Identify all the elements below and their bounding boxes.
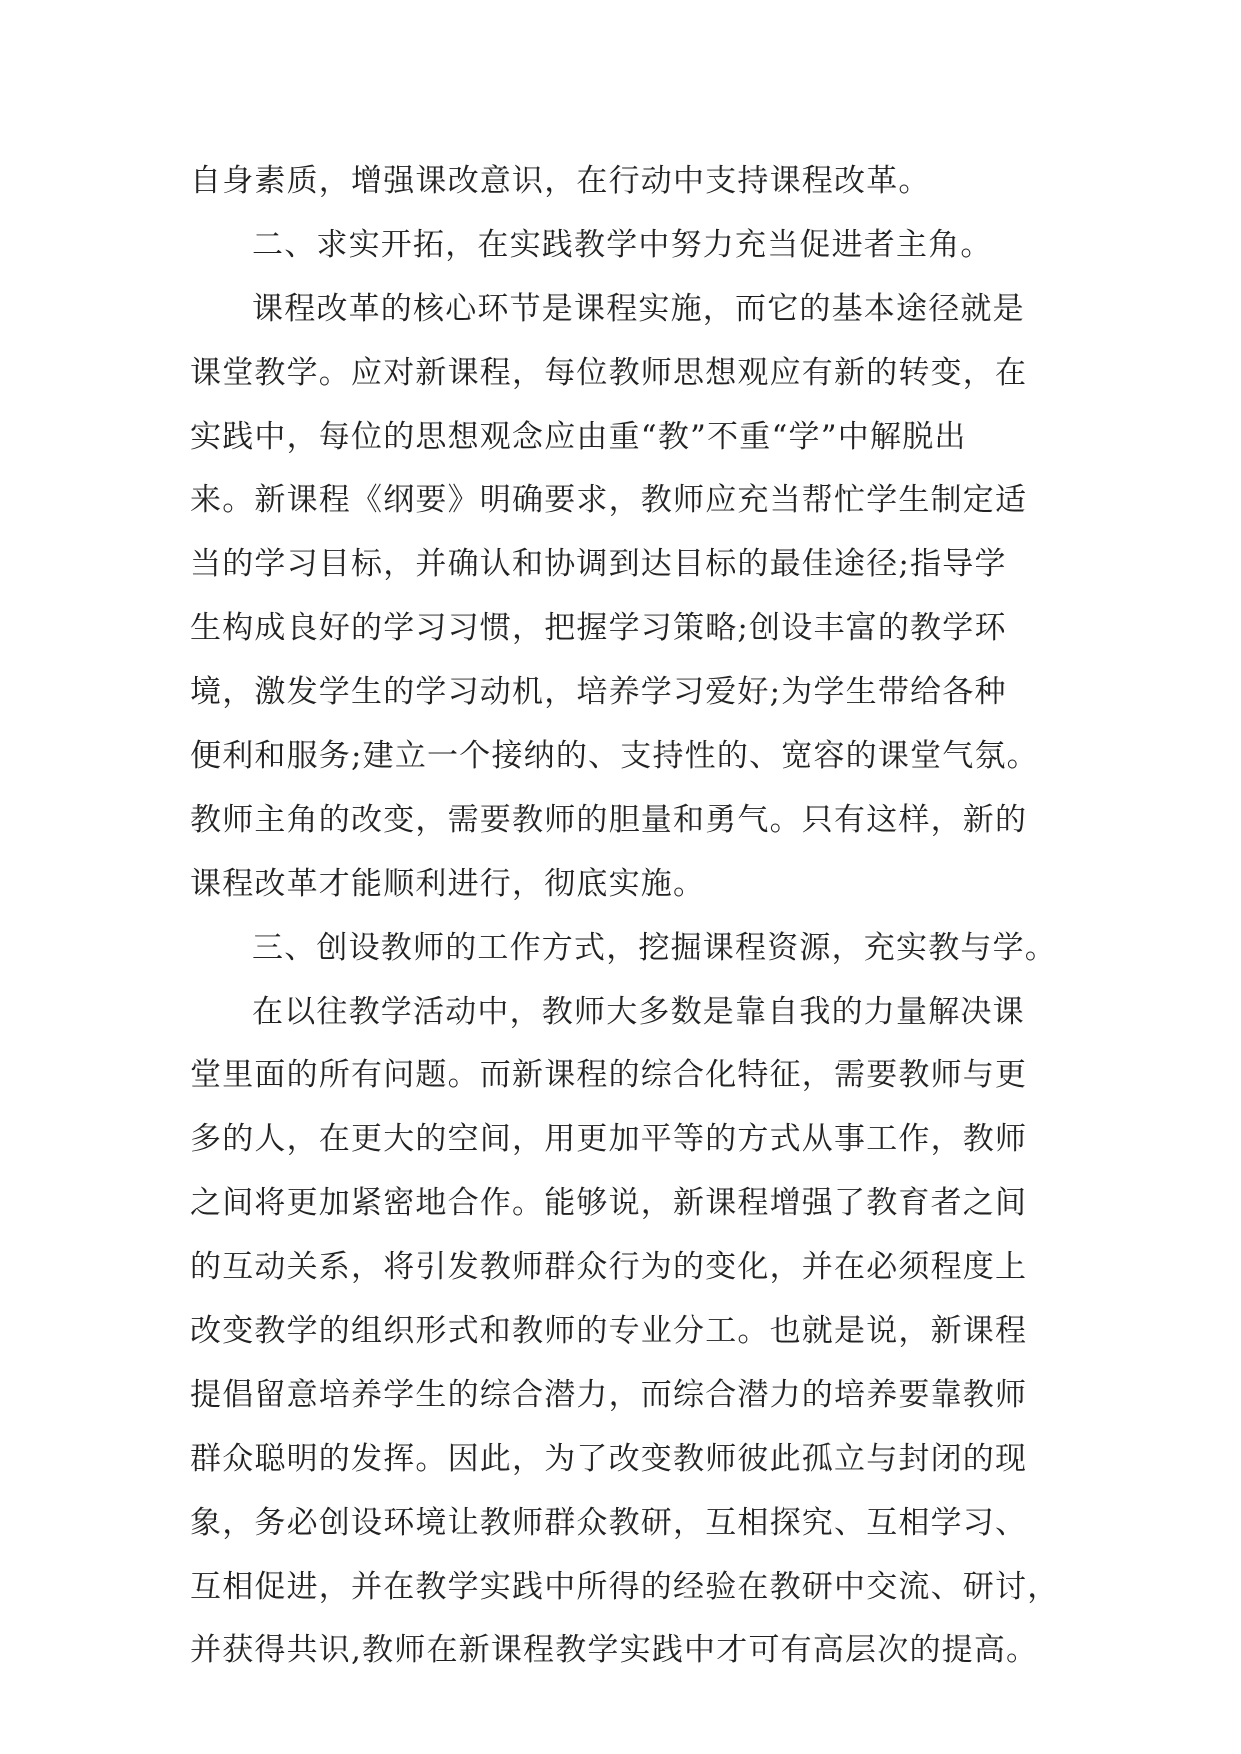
text-line: 提倡留意培养学生的综合潜力，而综合潜力的培养要靠教师 — [190, 1376, 1028, 1413]
text-line: 改变教学的组织形式和教师的专业分工。也就是说，新课程 — [190, 1313, 1028, 1350]
text-line: 课程改革的核心环节是课程实施，而它的基本途径就是 — [252, 290, 1025, 327]
section-heading-2: 二、求实开拓，在实践教学中努力充当促进者主角。 — [252, 226, 993, 263]
text-line: 便利和服务;建立一个接纳的、支持性的、宽容的课堂气氛。 — [190, 738, 1039, 775]
text-line: 在以往教学活动中，教师大多数是靠自我的力量解决课 — [252, 993, 1025, 1030]
text-line: 的互动关系，将引发教师群众行为的变化，并在必须程度上 — [190, 1249, 1028, 1286]
text-line: 象，务必创设环境让教师群众教研，互相探究、互相学习、 — [190, 1504, 1028, 1541]
text-line: 自身素质，增强课改意识，在行动中支持课程改革。 — [190, 163, 931, 199]
text-line: 当的学习目标，并确认和协调到达目标的最佳途径;指导学 — [190, 546, 1007, 583]
text-line: 互相促进，并在教学实践中所得的经验在教研中交流、研讨， — [190, 1568, 1060, 1605]
text-line: 群众聪明的发挥。因此，为了改变教师彼此孤立与封闭的现 — [190, 1440, 1028, 1477]
text-line: 之间将更加紧密地合作。能够说，新课程增强了教育者之间 — [190, 1185, 1028, 1222]
text-line: 课程改革才能顺利进行，彻底实施。 — [190, 865, 706, 902]
text-line: 课堂教学。应对新课程，每位教师思想观应有新的转变，在 — [190, 354, 1028, 391]
text-line: 来。新课程《纲要》明确要求，教师应充当帮忙学生制定适 — [190, 482, 1028, 519]
text-line: 并获得共识,教师在新课程教学实践中才可有高层次的提高。 — [190, 1632, 1039, 1669]
text-line: 实践中，每位的思想观念应由重“教”不重“学”中解脱出 — [190, 418, 967, 455]
text-line: 境，激发学生的学习动机，培养学习爱好;为学生带给各种 — [190, 674, 1007, 711]
text-line: 多的人，在更大的空间，用更加平等的方式从事工作，教师 — [190, 1121, 1028, 1158]
text-line: 教师主角的改变，需要教师的胆量和勇气。只有这样，新的 — [190, 801, 1028, 838]
text-line: 生构成良好的学习习惯，把握学习策略;创设丰富的教学环 — [190, 610, 1007, 647]
section-heading-3: 三、创设教师的工作方式，挖掘课程资源，充实教与学。 — [252, 929, 1057, 966]
body-text — [190, 150, 1070, 1683]
text-line: 堂里面的所有问题。而新课程的综合化特征，需要教师与更 — [190, 1057, 1028, 1094]
